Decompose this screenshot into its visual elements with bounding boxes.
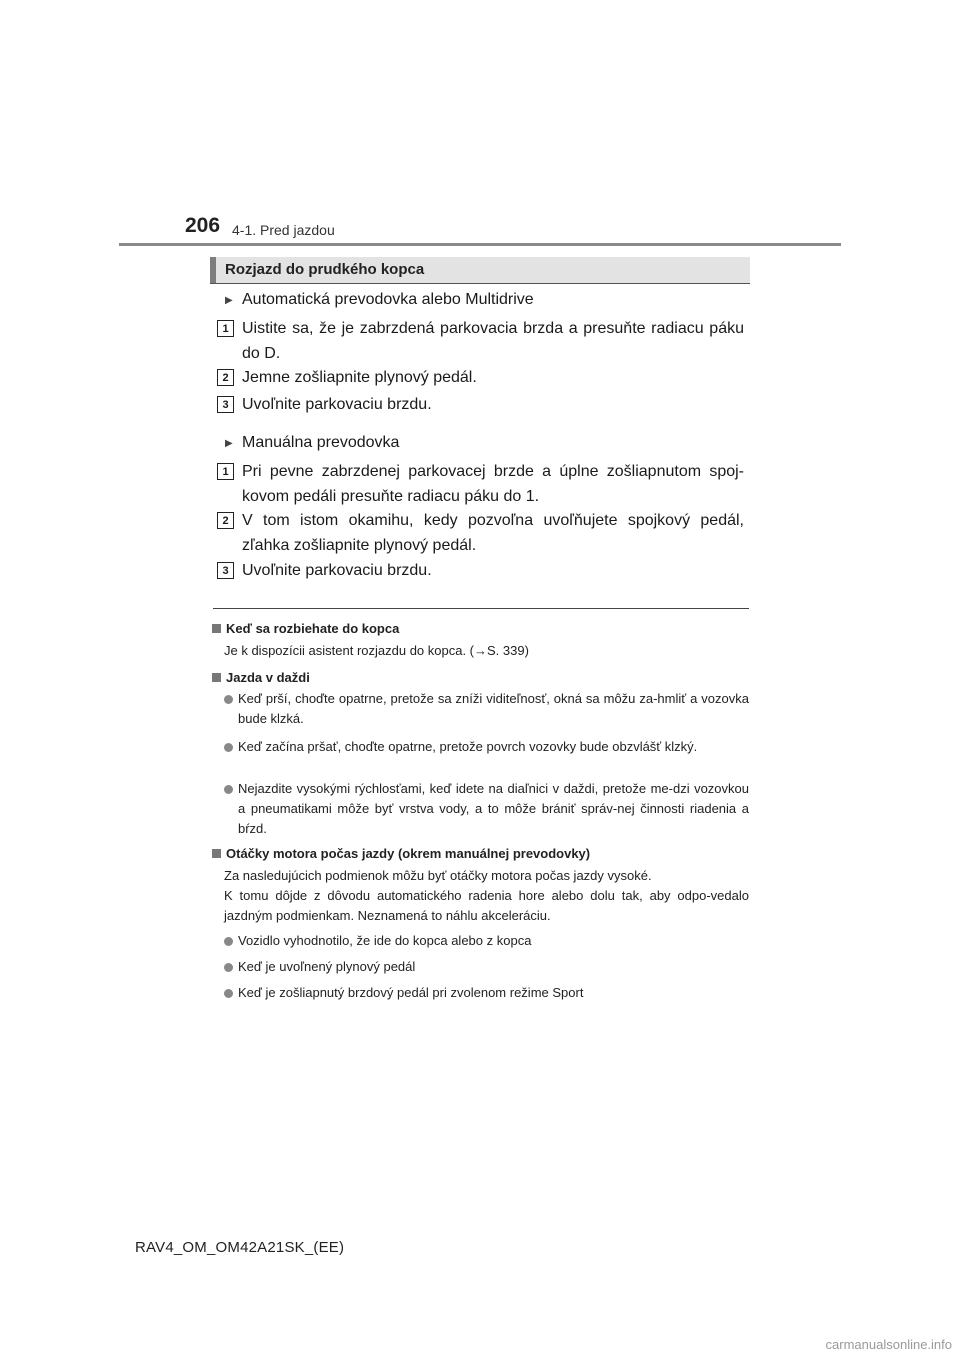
bullet-text: Keď prší, choďte opatrne, pretože sa zníži viditeľnosť, okná sa môžu za-hmliť a vozovka bude klzká.	[238, 691, 749, 726]
step-number-badge: 2	[217, 512, 234, 529]
section-divider	[213, 608, 749, 609]
bullet-text: Nejazdite vysokými rýchlosťami, keď idete na diaľnici v daždi, pretože me-dzi vozovkou a pneumatikami môže byť vrstva vody, a to môže brániť správ-nej činnosti riadenia a bŕzd.	[238, 781, 749, 836]
triangle-right-icon: ▶	[225, 438, 233, 449]
square-bullet-icon	[212, 624, 221, 633]
step-number-badge: 3	[217, 396, 234, 413]
manual-heading: Manuálna prevodovka	[242, 434, 400, 451]
note-heading	[212, 670, 310, 685]
note-heading-text: Keď sa rozbiehate do kopca	[226, 621, 400, 636]
automatic-heading: Automatická prevodovka alebo Multidrive	[242, 291, 534, 308]
step-text: Uvoľnite parkovaciu brzdu.	[242, 562, 432, 579]
note-heading-text: Otáčky motora počas jazdy (okrem manuálnej prevodovky)	[226, 846, 591, 861]
chapter-title: 4-1. Pred jazdou	[232, 222, 335, 238]
note-text: Je k dispozícii asistent rozjazdu do kopca. (→S. 339)	[224, 643, 529, 658]
step-text: V tom istom okamihu, kedy pozvoľna uvoľňujete spojkový pedál, zľahka zošliapnite plynový pedál.	[242, 512, 744, 554]
round-bullet-icon	[224, 937, 233, 946]
round-bullet-icon	[224, 743, 233, 752]
bullet-text: Keď je zošliapnutý brzdový pedál pri zvolenom režime Sport	[238, 985, 584, 1000]
round-bullet-icon	[224, 785, 233, 794]
section-title: Rozjazd do prudkého kopca	[225, 261, 425, 278]
note-text: K tomu dôjde z dôvodu automatického radenia hore alebo dolu tak, aby odpo-vedalo jazdným podmienkam. Neznamená to náhlu akceleráciu.	[224, 888, 749, 923]
note-text: Za nasledujúcich podmienok môžu byť otáčky motora počas jazdy vysoké.	[224, 868, 652, 883]
step-text: Uistite sa, že je zabrzdená parkovacia brzda a presuňte radiacu páku do D.	[242, 320, 744, 362]
note-heading-text: Jazda v daždi	[226, 670, 310, 685]
step-number-badge: 2	[217, 369, 234, 386]
bullet-text: Vozidlo vyhodnotilo, že ide do kopca alebo z kopca	[238, 933, 532, 948]
square-bullet-icon	[212, 849, 221, 858]
step-number-badge: 1	[217, 463, 234, 480]
triangle-right-icon: ▶	[225, 295, 233, 306]
step-text: Uvoľnite parkovaciu brzdu.	[242, 396, 432, 413]
step-text: Pri pevne zabrzdenej parkovacej brzde a úplne zošliapnutom spoj-kovom pedáli presuňte radiacu páku do 1.	[242, 463, 744, 505]
round-bullet-icon	[224, 695, 233, 704]
section-heading-box	[210, 257, 750, 284]
page-number: 206	[185, 214, 221, 237]
watermark: carmanualsonline.info	[825, 1337, 952, 1352]
section-accent-bar	[210, 257, 216, 283]
step-number-badge: 1	[217, 320, 234, 337]
note-heading	[212, 846, 590, 861]
step-text: Jemne zošliapnite plynový pedál.	[242, 369, 477, 386]
bullet-text: Keď je uvoľnený plynový pedál	[238, 959, 416, 974]
document-code: RAV4_OM_OM42A21SK_(EE)	[135, 1239, 345, 1256]
bullet-text: Keď začína pršať, choďte opatrne, pretože povrch vozovky bude obzvlášť klzký.	[238, 739, 698, 754]
round-bullet-icon	[224, 963, 233, 972]
square-bullet-icon	[212, 673, 221, 682]
step-number-badge: 3	[217, 562, 234, 579]
round-bullet-icon	[224, 989, 233, 998]
header-rule	[119, 243, 841, 246]
note-heading	[212, 621, 399, 636]
